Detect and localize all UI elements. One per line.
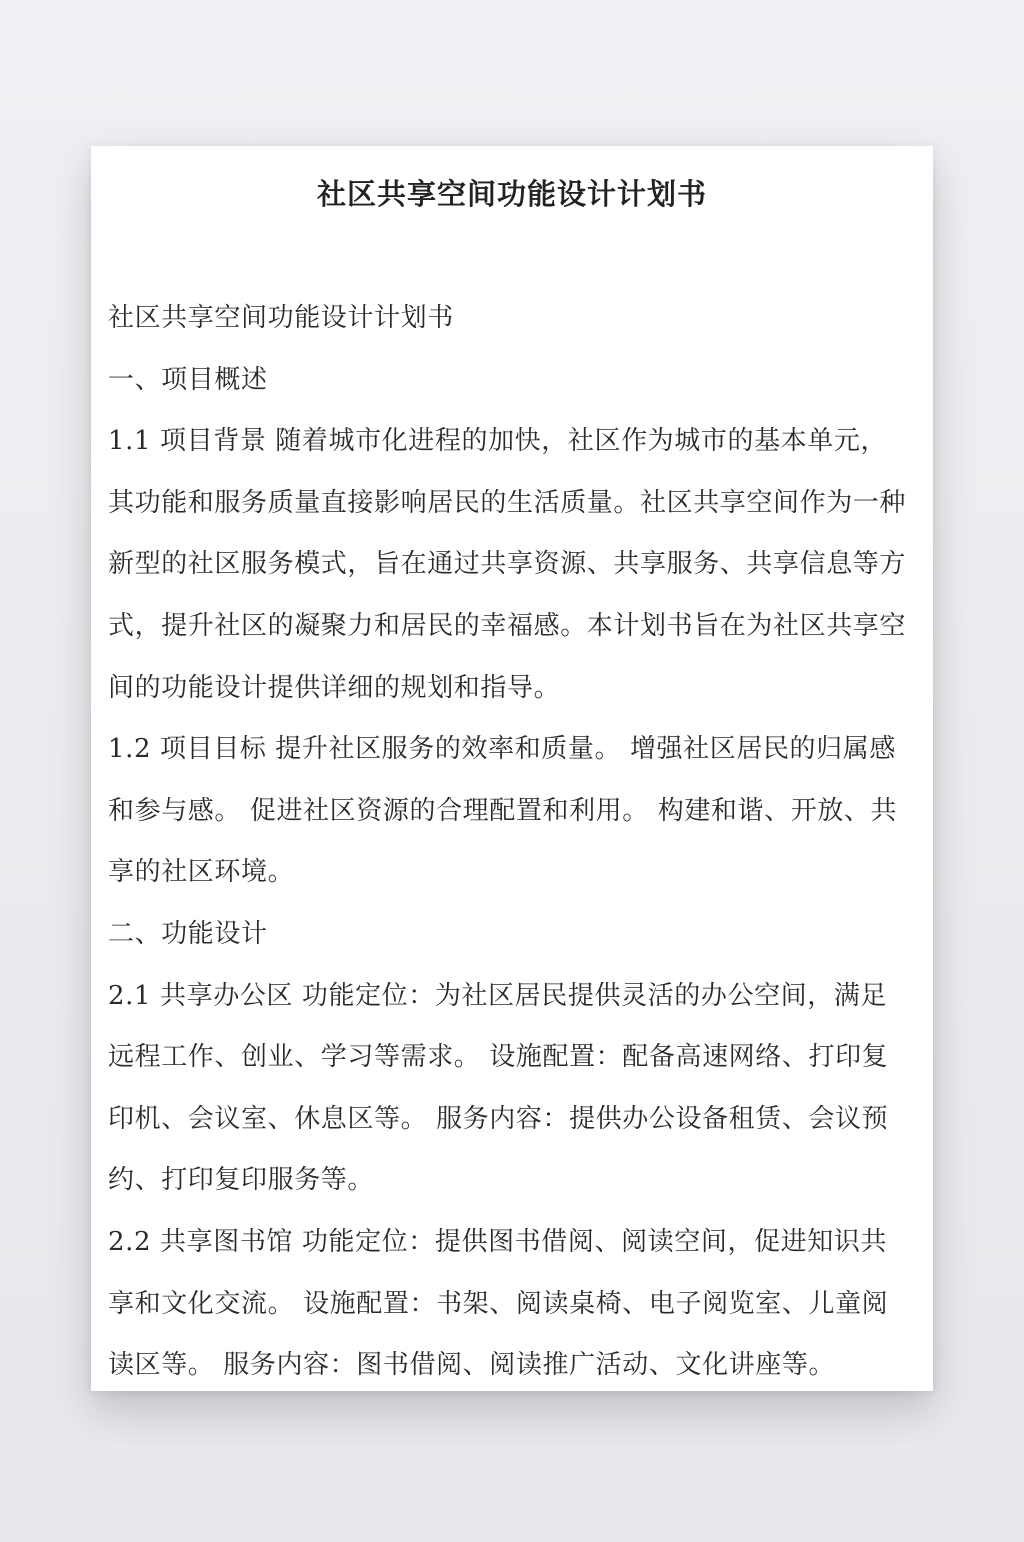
- text-line: 享和文化交流。 设施配置：书架、阅读桌椅、电子阅览室、儿童阅: [108, 1288, 889, 1319]
- text-line: 约、打印复印服务等。: [108, 1165, 375, 1196]
- text-line: 其功能和服务质量直接影响居民的生活质量。社区共享空间作为一种: [108, 487, 907, 518]
- document-title: 社区共享空间功能设计计划书: [316, 177, 707, 211]
- text-line: 享的社区环境。: [108, 857, 295, 888]
- text-line: 远程工作、创业、学习等需求。 设施配置：配备高速网络、打印复: [108, 1042, 889, 1073]
- text-line: 1.1 项目背景 随着城市化进程的加快，社区作为城市的基本单元，: [108, 426, 888, 457]
- text-line: 间的功能设计提供详细的规划和指导。: [108, 672, 561, 703]
- text-line: 一、项目概述: [108, 364, 268, 395]
- text-line: 新型的社区服务模式，旨在通过共享资源、共享服务、共享信息等方: [108, 549, 907, 580]
- text-line: 二、功能设计: [108, 918, 268, 949]
- text-line: 2.2 共享图书馆 功能定位：提供图书借阅、阅读空间，促进知识共: [108, 1226, 888, 1257]
- text-line: 印机、会议室、休息区等。 服务内容：提供办公设备租赁、会议预: [108, 1103, 889, 1134]
- text-line: 1.2 项目目标 提升社区服务的效率和质量。 增强社区居民的归属感: [108, 734, 896, 765]
- text-line: 读区等。 服务内容：图书借阅、阅读推广活动、文化讲座等。: [108, 1350, 836, 1381]
- text-line: 2.1 共享办公区 功能定位：为社区居民提供灵活的办公空间，满足: [108, 980, 888, 1011]
- document-body: [108, 296, 918, 1405]
- text-line: 式，提升社区的凝聚力和居民的幸福感。本计划书旨在为社区共享空: [108, 610, 907, 641]
- text-line: 和参与感。 促进社区资源的合理配置和利用。 构建和谐、开放、共: [108, 795, 898, 826]
- text-line: 社区共享空间功能设计计划书: [108, 303, 454, 333]
